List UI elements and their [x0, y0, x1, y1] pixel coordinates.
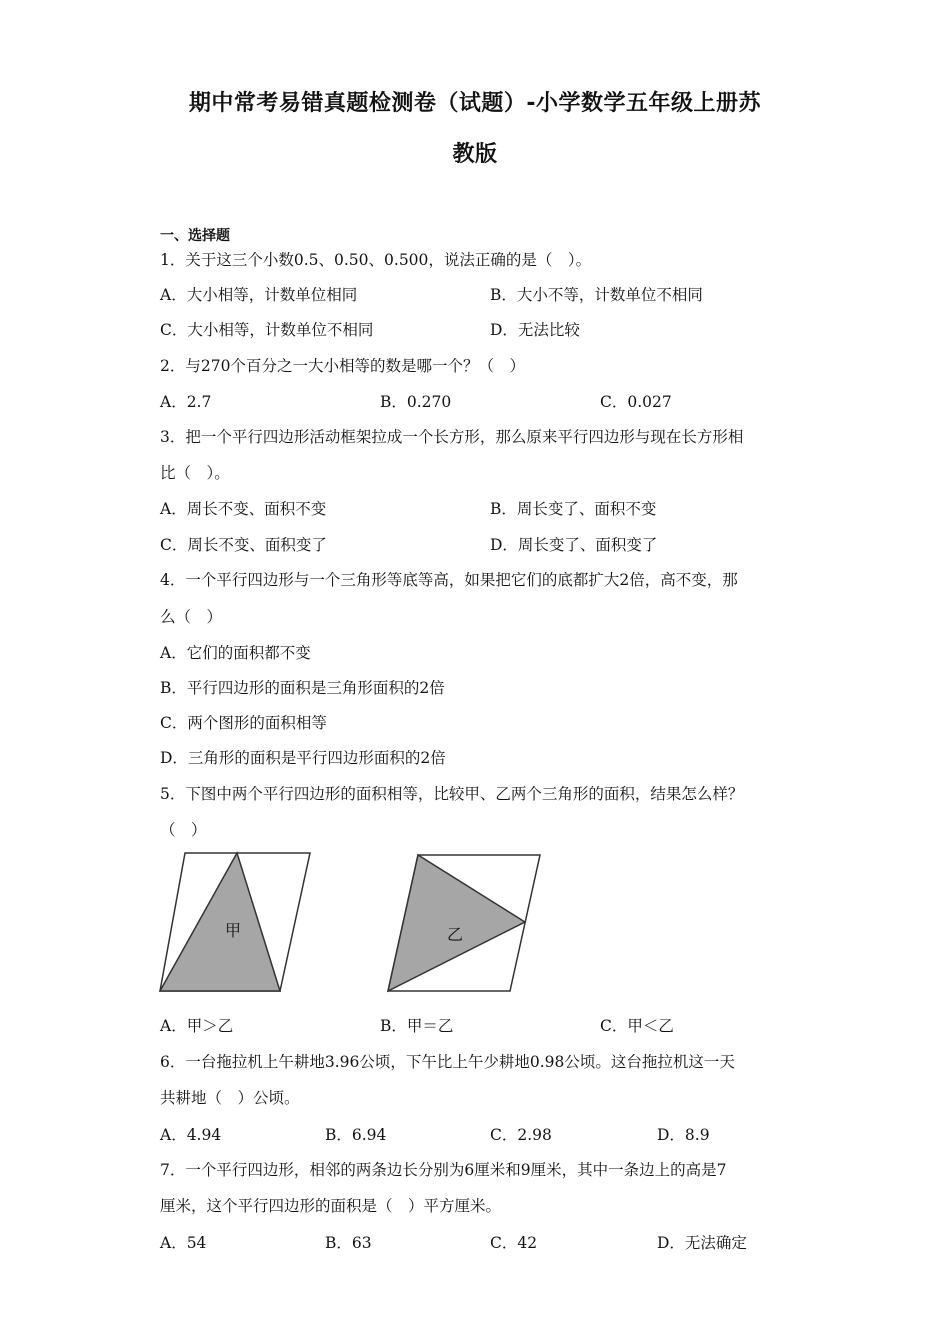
question-5-option-c: C．甲＜乙: [600, 1017, 674, 1035]
question-3-option-d: D．周长变了、面积变了: [490, 536, 658, 554]
page-title-line-1: 期中常考易错真题检测卷（试题）-小学数学五年级上册苏: [188, 91, 762, 116]
question-7-option-a: A．54: [160, 1234, 207, 1252]
question-2-option-c: C．0.027: [600, 393, 672, 411]
question-6-stem-line-2: 共耕地（ ）公顷。: [160, 1089, 300, 1107]
question-2-option-a: A．2.7: [160, 393, 212, 411]
question-3-option-b: B．周长变了、面积不变: [490, 500, 657, 518]
page-title-line-2: 教版: [452, 142, 498, 167]
question-4-option-d: D．三角形的面积是平行四边形面积的2倍: [160, 749, 446, 767]
question-2-option-b: B．0.270: [380, 393, 452, 411]
question-4-option-b: B．平行四边形的面积是三角形面积的2倍: [160, 679, 445, 697]
parallelogram-diagram: [155, 848, 555, 996]
question-6-stem-line-1: 6．一台拖拉机上午耕地3.96公顷，下午比上午少耕地0.98公顷。这台拖拉机这一天: [160, 1053, 735, 1071]
question-4-stem-line-2: 么（ ）: [160, 608, 223, 626]
question-6-option-b: B．6.94: [325, 1126, 387, 1144]
question-7-stem-line-2: 厘米，这个平行四边形的面积是（ ）平方厘米。: [160, 1197, 502, 1215]
question-1-option-d: D．无法比较: [490, 321, 580, 339]
question-4-stem-line-1: 4．一个平行四边形与一个三角形等底等高，如果把它们的底都扩大2倍，高不变，那: [160, 571, 738, 589]
question-7-option-d: D．无法确定: [657, 1234, 747, 1252]
question-4-option-c: C．两个图形的面积相等: [160, 714, 327, 732]
question-1-stem: 1．关于这三个小数0.5、0.50、0.500，说法正确的是（ ）。: [160, 251, 592, 269]
question-6-option-c: C．2.98: [490, 1126, 552, 1144]
question-5-figure: [155, 848, 555, 1000]
question-7-option-b: B．63: [325, 1234, 372, 1252]
question-4-option-a: A．它们的面积都不变: [160, 644, 311, 662]
question-3-option-a: A．周长不变、面积不变: [160, 500, 327, 518]
question-6-option-a: A．4.94: [160, 1126, 222, 1144]
question-5-option-a: A．甲＞乙: [160, 1017, 234, 1035]
question-1-option-a: A．大小相等，计数单位相同: [160, 286, 358, 304]
question-3-stem-line-1: 3．把一个平行四边形活动框架拉成一个长方形，那么原来平行四边形与现在长方形相: [160, 428, 744, 446]
question-3-stem-line-2: 比（ ）。: [160, 464, 230, 482]
question-5-option-b: B．甲＝乙: [380, 1017, 454, 1035]
question-6-option-d: D．8.9: [657, 1126, 710, 1144]
section-heading: 一、选择题: [160, 228, 230, 244]
question-2-stem: 2．与270个百分之一大小相等的数是哪一个？（ ）: [160, 357, 525, 375]
triangle-yi-label: 乙: [447, 925, 464, 944]
triangle-jia-label: 甲: [225, 921, 242, 940]
question-1-option-c: C．大小相等，计数单位不相同: [160, 321, 374, 339]
question-7-option-c: C．42: [490, 1234, 538, 1252]
question-5-stem-line-1: 5．下图中两个平行四边形的面积相等，比较甲、乙两个三角形的面积，结果怎么样？: [160, 785, 744, 803]
question-7-stem-line-1: 7．一个平行四边形，相邻的两条边长分别为6厘米和9厘米，其中一条边上的高是7: [160, 1161, 727, 1179]
question-1-option-b: B．大小不等，计数单位不相同: [490, 286, 703, 304]
question-3-option-c: C．周长不变、面积变了: [160, 536, 327, 554]
question-5-stem-line-2: （ ）: [160, 821, 207, 839]
